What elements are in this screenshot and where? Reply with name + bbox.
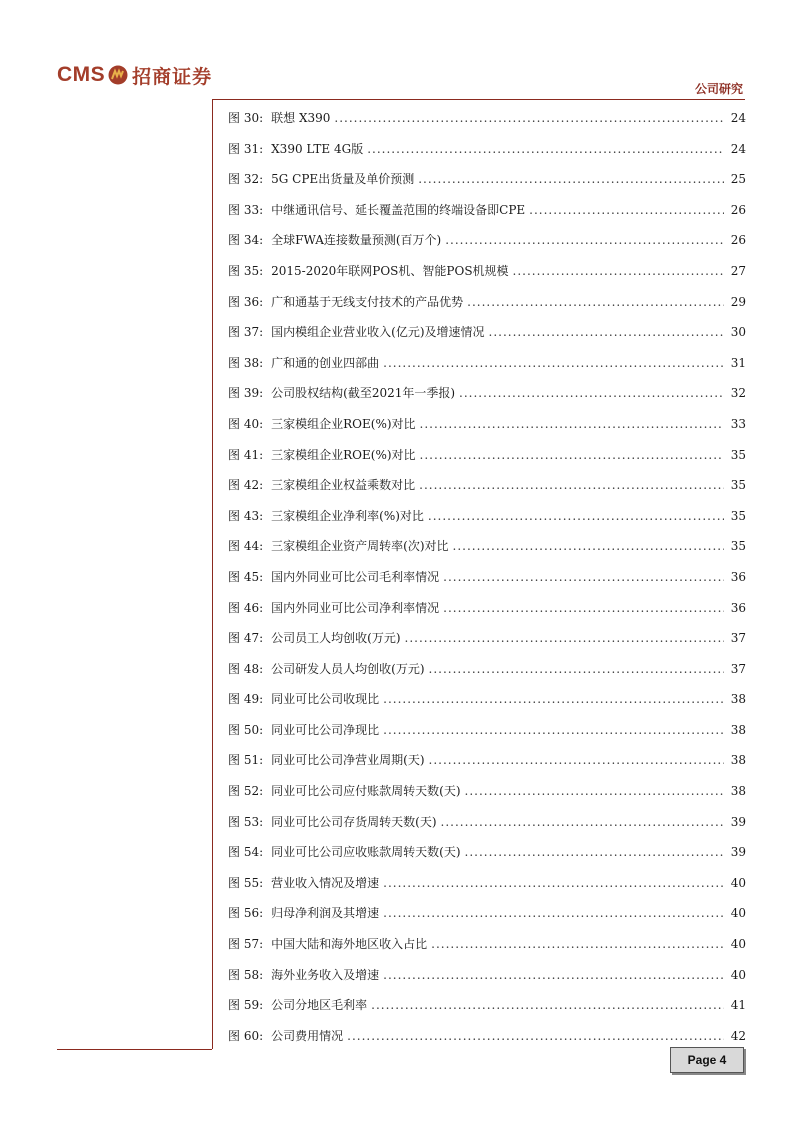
toc-entry[interactable] — [228, 837, 746, 868]
toc-entry-title: 三家模组企业净利率(%)对比 — [271, 508, 424, 523]
toc-entry-title: 同业可比公司应收账款周转天数(天) — [271, 845, 461, 860]
toc-entry-title: X390 LTE 4G版 — [271, 141, 364, 156]
toc-dot-leader — [465, 837, 724, 868]
toc-entry-label: 图 44: — [228, 539, 264, 554]
toc-dot-leader — [383, 960, 724, 991]
toc-entry-title: 同业可比公司应付账款周转天数(天) — [271, 784, 461, 799]
toc-entry-page: 26 — [730, 202, 746, 217]
toc-entry[interactable] — [228, 470, 746, 501]
toc-entry-page: 24 — [730, 111, 746, 125]
toc-entry-label: 图 55: — [228, 875, 264, 890]
toc-entry-page: 35 — [730, 447, 746, 462]
toc-entry-label: 图 46: — [228, 600, 264, 615]
toc-entry-page: 35 — [730, 539, 746, 554]
toc-entry-title: 国内外同业可比公司毛利率情况 — [271, 569, 440, 584]
toc-entry-label: 图 51: — [228, 753, 264, 768]
toc-entry-page: 33 — [730, 416, 746, 431]
toc-entry-label: 图 31: — [228, 141, 264, 156]
toc-entry-title: 广和通的创业四部曲 — [271, 355, 380, 370]
toc-entry-page: 35 — [730, 508, 746, 523]
toc-dot-leader — [383, 348, 724, 379]
toc-entry-label: 图 38: — [228, 355, 264, 370]
toc-entry-page: 40 — [730, 967, 746, 982]
toc-entry-page: 38 — [730, 692, 746, 707]
toc-entry-page: 24 — [730, 141, 746, 156]
toc-dot-leader — [431, 929, 724, 960]
toc-entry-page: 30 — [730, 325, 746, 340]
toc-entry-title: 三家模组企业ROE(%)对比 — [271, 447, 416, 462]
toc-dot-leader — [453, 531, 724, 562]
toc-entry-title: 公司研发人员人均创收(万元) — [271, 661, 425, 676]
toc-entry-page: 37 — [730, 631, 746, 646]
toc-entry-label: 图 37: — [228, 325, 264, 340]
toc-entry[interactable] — [228, 531, 746, 562]
toc-entry-page: 29 — [730, 294, 746, 309]
toc-entry-title: 三家模组企业资产周转率(次)对比 — [271, 539, 449, 554]
toc-entry[interactable] — [228, 348, 746, 379]
toc-entry-title: 2015-2020年联网POS机、智能POS机规模 — [271, 263, 509, 278]
toc-dot-leader — [489, 317, 724, 348]
toc-entry-page: 40 — [730, 875, 746, 890]
toc-dot-leader — [420, 409, 724, 440]
toc-dot-leader — [383, 715, 724, 746]
toc-entry-title: 海外业务收入及增速 — [271, 967, 380, 982]
toc-dot-leader — [429, 745, 724, 776]
toc-entry-page: 36 — [730, 600, 746, 615]
toc-entry-label: 图 58: — [228, 967, 264, 982]
toc-entry[interactable] — [228, 807, 746, 838]
toc-entry-label: 图 41: — [228, 447, 264, 462]
toc-entry-label: 图 42: — [228, 478, 264, 493]
toc-entry-title: 同业可比公司净现比 — [271, 722, 380, 737]
toc-entry[interactable] — [228, 440, 746, 471]
toc-entry-label: 图 57: — [228, 937, 264, 952]
toc-dot-leader — [467, 287, 724, 318]
toc-entry[interactable] — [228, 654, 746, 685]
toc-entry-label: 图 36: — [228, 294, 264, 309]
toc-entry[interactable] — [228, 623, 746, 654]
toc-entry[interactable] — [228, 103, 746, 134]
toc-entry-label: 图 53: — [228, 814, 264, 829]
toc-entry-title: 三家模组企业权益乘数对比 — [271, 478, 416, 493]
toc-entry[interactable] — [228, 593, 746, 624]
toc-entry-label: 图 35: — [228, 263, 264, 278]
toc-entry[interactable] — [228, 409, 746, 440]
toc-entry-label: 图 50: — [228, 722, 264, 737]
toc-entry-title: 公司股权结构(截至2021年一季报) — [271, 386, 456, 401]
toc-dot-leader — [383, 898, 724, 929]
toc-entry-title: 同业可比公司净营业周期(天) — [271, 753, 425, 768]
toc-dot-leader — [443, 593, 724, 624]
toc-entry[interactable] — [228, 256, 746, 287]
toc-dot-leader — [383, 868, 724, 899]
toc-entry-page: 25 — [730, 172, 746, 187]
toc-dot-leader — [405, 623, 724, 654]
toc-dot-leader — [459, 378, 724, 409]
toc-entry[interactable] — [228, 287, 746, 318]
toc-entry-label: 图 54: — [228, 845, 264, 860]
toc-entry-label: 图 45: — [228, 569, 264, 584]
logo-emblem-icon — [108, 65, 128, 85]
toc-entry[interactable] — [228, 501, 746, 532]
toc-entry-title: 5G CPE出货量及单价预测 — [271, 172, 415, 187]
toc-dot-leader — [465, 776, 724, 807]
toc-entry-page: 38 — [730, 722, 746, 737]
toc-entry-title: 国内模组企业营业收入(亿元)及增速情况 — [271, 325, 485, 340]
toc-entry[interactable] — [228, 225, 746, 256]
toc-entry[interactable] — [228, 195, 746, 226]
toc-entry[interactable] — [228, 898, 746, 929]
toc-dot-leader — [429, 654, 724, 685]
toc-entry-title: 中继通讯信号、延长覆盖范围的终端设备即CPE — [271, 202, 526, 217]
toc-entry-title: 营业收入情况及增速 — [271, 875, 380, 890]
toc-entry-title: 归母净利润及其增速 — [271, 906, 380, 921]
toc-entry-label: 图 56: — [228, 906, 264, 921]
toc-dot-leader — [347, 1021, 724, 1052]
page-header — [0, 0, 793, 100]
figure-index-list — [228, 103, 746, 1051]
toc-entry-page: 39 — [730, 814, 746, 829]
toc-entry[interactable] — [228, 317, 746, 348]
footer-divider — [57, 1049, 212, 1050]
toc-dot-leader — [418, 164, 724, 195]
toc-dot-leader — [441, 807, 724, 838]
toc-entry-page: 40 — [730, 937, 746, 952]
toc-entry-page: 41 — [730, 998, 746, 1013]
toc-entry[interactable] — [228, 868, 746, 899]
toc-entry[interactable] — [228, 1021, 746, 1052]
toc-entry-label: 图 47: — [228, 631, 264, 646]
toc-entry-label: 图 52: — [228, 784, 264, 799]
left-margin-divider — [212, 99, 213, 1049]
toc-entry[interactable] — [228, 562, 746, 593]
toc-entry-page: 39 — [730, 845, 746, 860]
toc-entry-page: 26 — [730, 233, 746, 248]
toc-dot-leader — [428, 501, 724, 532]
toc-entry-label: 图 60: — [228, 1028, 264, 1043]
header-divider — [212, 99, 745, 100]
toc-entry-title: 联想 X390 — [271, 111, 331, 125]
toc-entry-title: 全球FWA连接数量预测(百万个) — [271, 233, 442, 248]
toc-entry-page: 38 — [730, 753, 746, 768]
toc-entry-page: 40 — [730, 906, 746, 921]
toc-entry-title: 同业可比公司存货周转天数(天) — [271, 814, 437, 829]
toc-entry[interactable] — [228, 378, 746, 409]
page-number-badge: Page 4 — [670, 1047, 744, 1073]
toc-entry-label: 图 30: — [228, 111, 264, 125]
toc-entry-page: 32 — [730, 386, 746, 401]
toc-entry[interactable] — [228, 776, 746, 807]
toc-entry-label: 图 40: — [228, 416, 264, 431]
toc-dot-leader — [513, 256, 724, 287]
toc-entry-page: 27 — [730, 263, 746, 278]
toc-entry[interactable] — [228, 745, 746, 776]
toc-entry-page: 38 — [730, 784, 746, 799]
toc-entry-title: 中国大陆和海外地区收入占比 — [271, 937, 428, 952]
toc-dot-leader — [529, 195, 724, 226]
toc-entry[interactable] — [228, 684, 746, 715]
toc-entry-label: 图 43: — [228, 508, 264, 523]
toc-entry-title: 广和通基于无线支付技术的产品优势 — [271, 294, 464, 309]
toc-entry-page: 35 — [730, 478, 746, 493]
company-logo — [57, 62, 212, 88]
report-type-label: 公司研究 — [694, 82, 743, 96]
toc-entry-title: 同业可比公司收现比 — [271, 692, 380, 707]
toc-entry-page: 36 — [730, 569, 746, 584]
toc-dot-leader — [371, 990, 724, 1021]
toc-entry-title: 三家模组企业ROE(%)对比 — [271, 416, 416, 431]
toc-entry-page: 42 — [730, 1028, 746, 1043]
toc-entry[interactable] — [228, 715, 746, 746]
toc-dot-leader — [419, 470, 724, 501]
toc-dot-leader — [334, 103, 724, 134]
toc-entry-label: 图 59: — [228, 998, 264, 1013]
toc-entry-title: 公司费用情况 — [271, 1028, 344, 1043]
toc-entry-title: 公司员工人均创收(万元) — [271, 631, 401, 646]
logo-latin-text: CMS — [57, 63, 106, 86]
toc-entry-label: 图 49: — [228, 692, 264, 707]
toc-entry-page: 37 — [730, 661, 746, 676]
toc-entry-label: 图 32: — [228, 172, 264, 187]
toc-entry-page: 31 — [730, 355, 746, 370]
toc-dot-leader — [383, 684, 724, 715]
toc-entry-label: 图 34: — [228, 233, 264, 248]
toc-entry[interactable] — [228, 990, 746, 1021]
toc-dot-leader — [420, 440, 724, 471]
toc-entry-title: 公司分地区毛利率 — [271, 998, 368, 1013]
toc-entry-label: 图 48: — [228, 661, 264, 676]
toc-entry[interactable] — [228, 164, 746, 195]
toc-entry[interactable] — [228, 134, 746, 165]
toc-dot-leader — [367, 134, 724, 165]
logo-chinese-text: 招商证券 — [132, 65, 213, 88]
toc-dot-leader — [443, 562, 724, 593]
toc-entry-label: 图 33: — [228, 202, 264, 217]
toc-entry[interactable] — [228, 960, 746, 991]
toc-entry-label: 图 39: — [228, 386, 264, 401]
toc-entry[interactable] — [228, 929, 746, 960]
toc-dot-leader — [445, 225, 724, 256]
toc-entry-title: 国内外同业可比公司净利率情况 — [271, 600, 440, 615]
